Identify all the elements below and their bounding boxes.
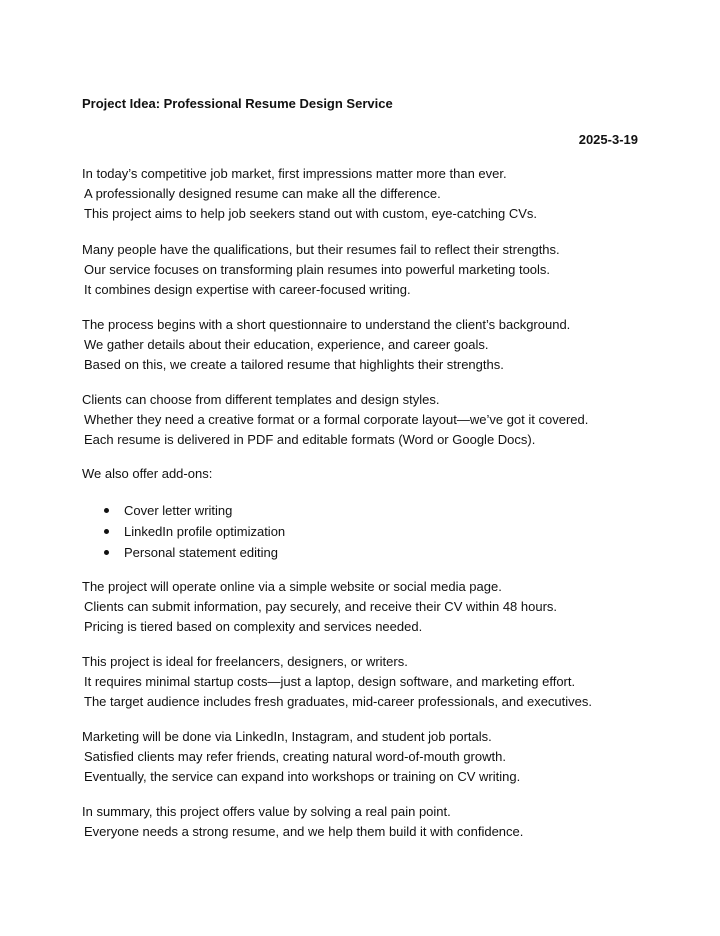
text-line: Based on this, we create a tailored resume that highlights their strengths.	[84, 357, 504, 372]
document-title: Project Idea: Professional Resume Design Service	[82, 96, 393, 111]
paragraph-marketing	[82, 727, 682, 787]
text-line: Our service focuses on transforming plain resumes into powerful marketing tools.	[84, 262, 551, 277]
text-line: Each resume is delivered in PDF and editable formats (Word or Google Docs).	[84, 432, 536, 447]
paragraph-process	[82, 315, 682, 375]
text-line: The target audience includes fresh graduates, mid-career professionals, and executives.	[84, 694, 593, 709]
text-line: This project aims to help job seekers stand out with custom, eye-catching CVs.	[84, 206, 538, 221]
text-line: It combines design expertise with career-focused writing.	[84, 282, 411, 297]
paragraph-audience	[82, 652, 682, 712]
paragraph-operations	[82, 577, 682, 637]
bullet-icon	[104, 508, 109, 513]
document-date: 2025-3-19	[578, 132, 638, 147]
list-item	[82, 521, 285, 542]
paragraph-problem	[82, 240, 682, 300]
paragraph-templates	[82, 390, 682, 450]
bullet-icon	[104, 550, 109, 555]
text-line: Marketing will be done via LinkedIn, Instagram, and student job portals.	[82, 729, 492, 744]
list-item	[82, 500, 285, 521]
bullet-icon	[104, 529, 109, 534]
paragraph-summary	[82, 802, 682, 842]
text-line: This project is ideal for freelancers, designers, or writers.	[82, 654, 408, 669]
text-line: The process begins with a short questionnaire to understand the client’s background.	[82, 317, 571, 332]
text-line: Eventually, the service can expand into workshops or training on CV writing.	[84, 769, 521, 784]
text-line: It requires minimal startup costs—just a laptop, design software, and marketing effort.	[84, 674, 576, 689]
text-line: Whether they need a creative format or a formal corporate layout—we’ve got it covered.	[84, 412, 589, 427]
list-item-label: Cover letter writing	[124, 503, 233, 518]
text-line: We gather details about their education, experience, and career goals.	[84, 337, 489, 352]
text-line: In today’s competitive job market, first impressions matter more than ever.	[82, 166, 507, 181]
list-item-label: Personal statement editing	[124, 545, 278, 560]
text-line: Many people have the qualifications, but their resumes fail to reflect their strengths.	[82, 242, 560, 257]
text-line: A professionally designed resume can make all the difference.	[84, 186, 441, 201]
text-line: Clients can submit information, pay securely, and receive their CV within 48 hours.	[84, 599, 558, 614]
text-line: The project will operate online via a simple website or social media page.	[82, 579, 502, 594]
text-line: We also offer add-ons:	[82, 466, 213, 481]
text-line: In summary, this project offers value by solving a real pain point.	[82, 804, 451, 819]
list-item	[82, 542, 285, 563]
text-line: Pricing is tiered based on complexity and services needed.	[84, 619, 423, 634]
paragraph-intro	[82, 164, 682, 224]
addons-list	[82, 500, 285, 563]
text-line: Everyone needs a strong resume, and we help them build it with confidence.	[84, 824, 524, 839]
text-line: Clients can choose from different templates and design styles.	[82, 392, 440, 407]
paragraph-addons-intro	[82, 464, 682, 484]
list-item-label: LinkedIn profile optimization	[124, 524, 286, 539]
text-line: Satisfied clients may refer friends, creating natural word-of-mouth growth.	[84, 749, 506, 764]
